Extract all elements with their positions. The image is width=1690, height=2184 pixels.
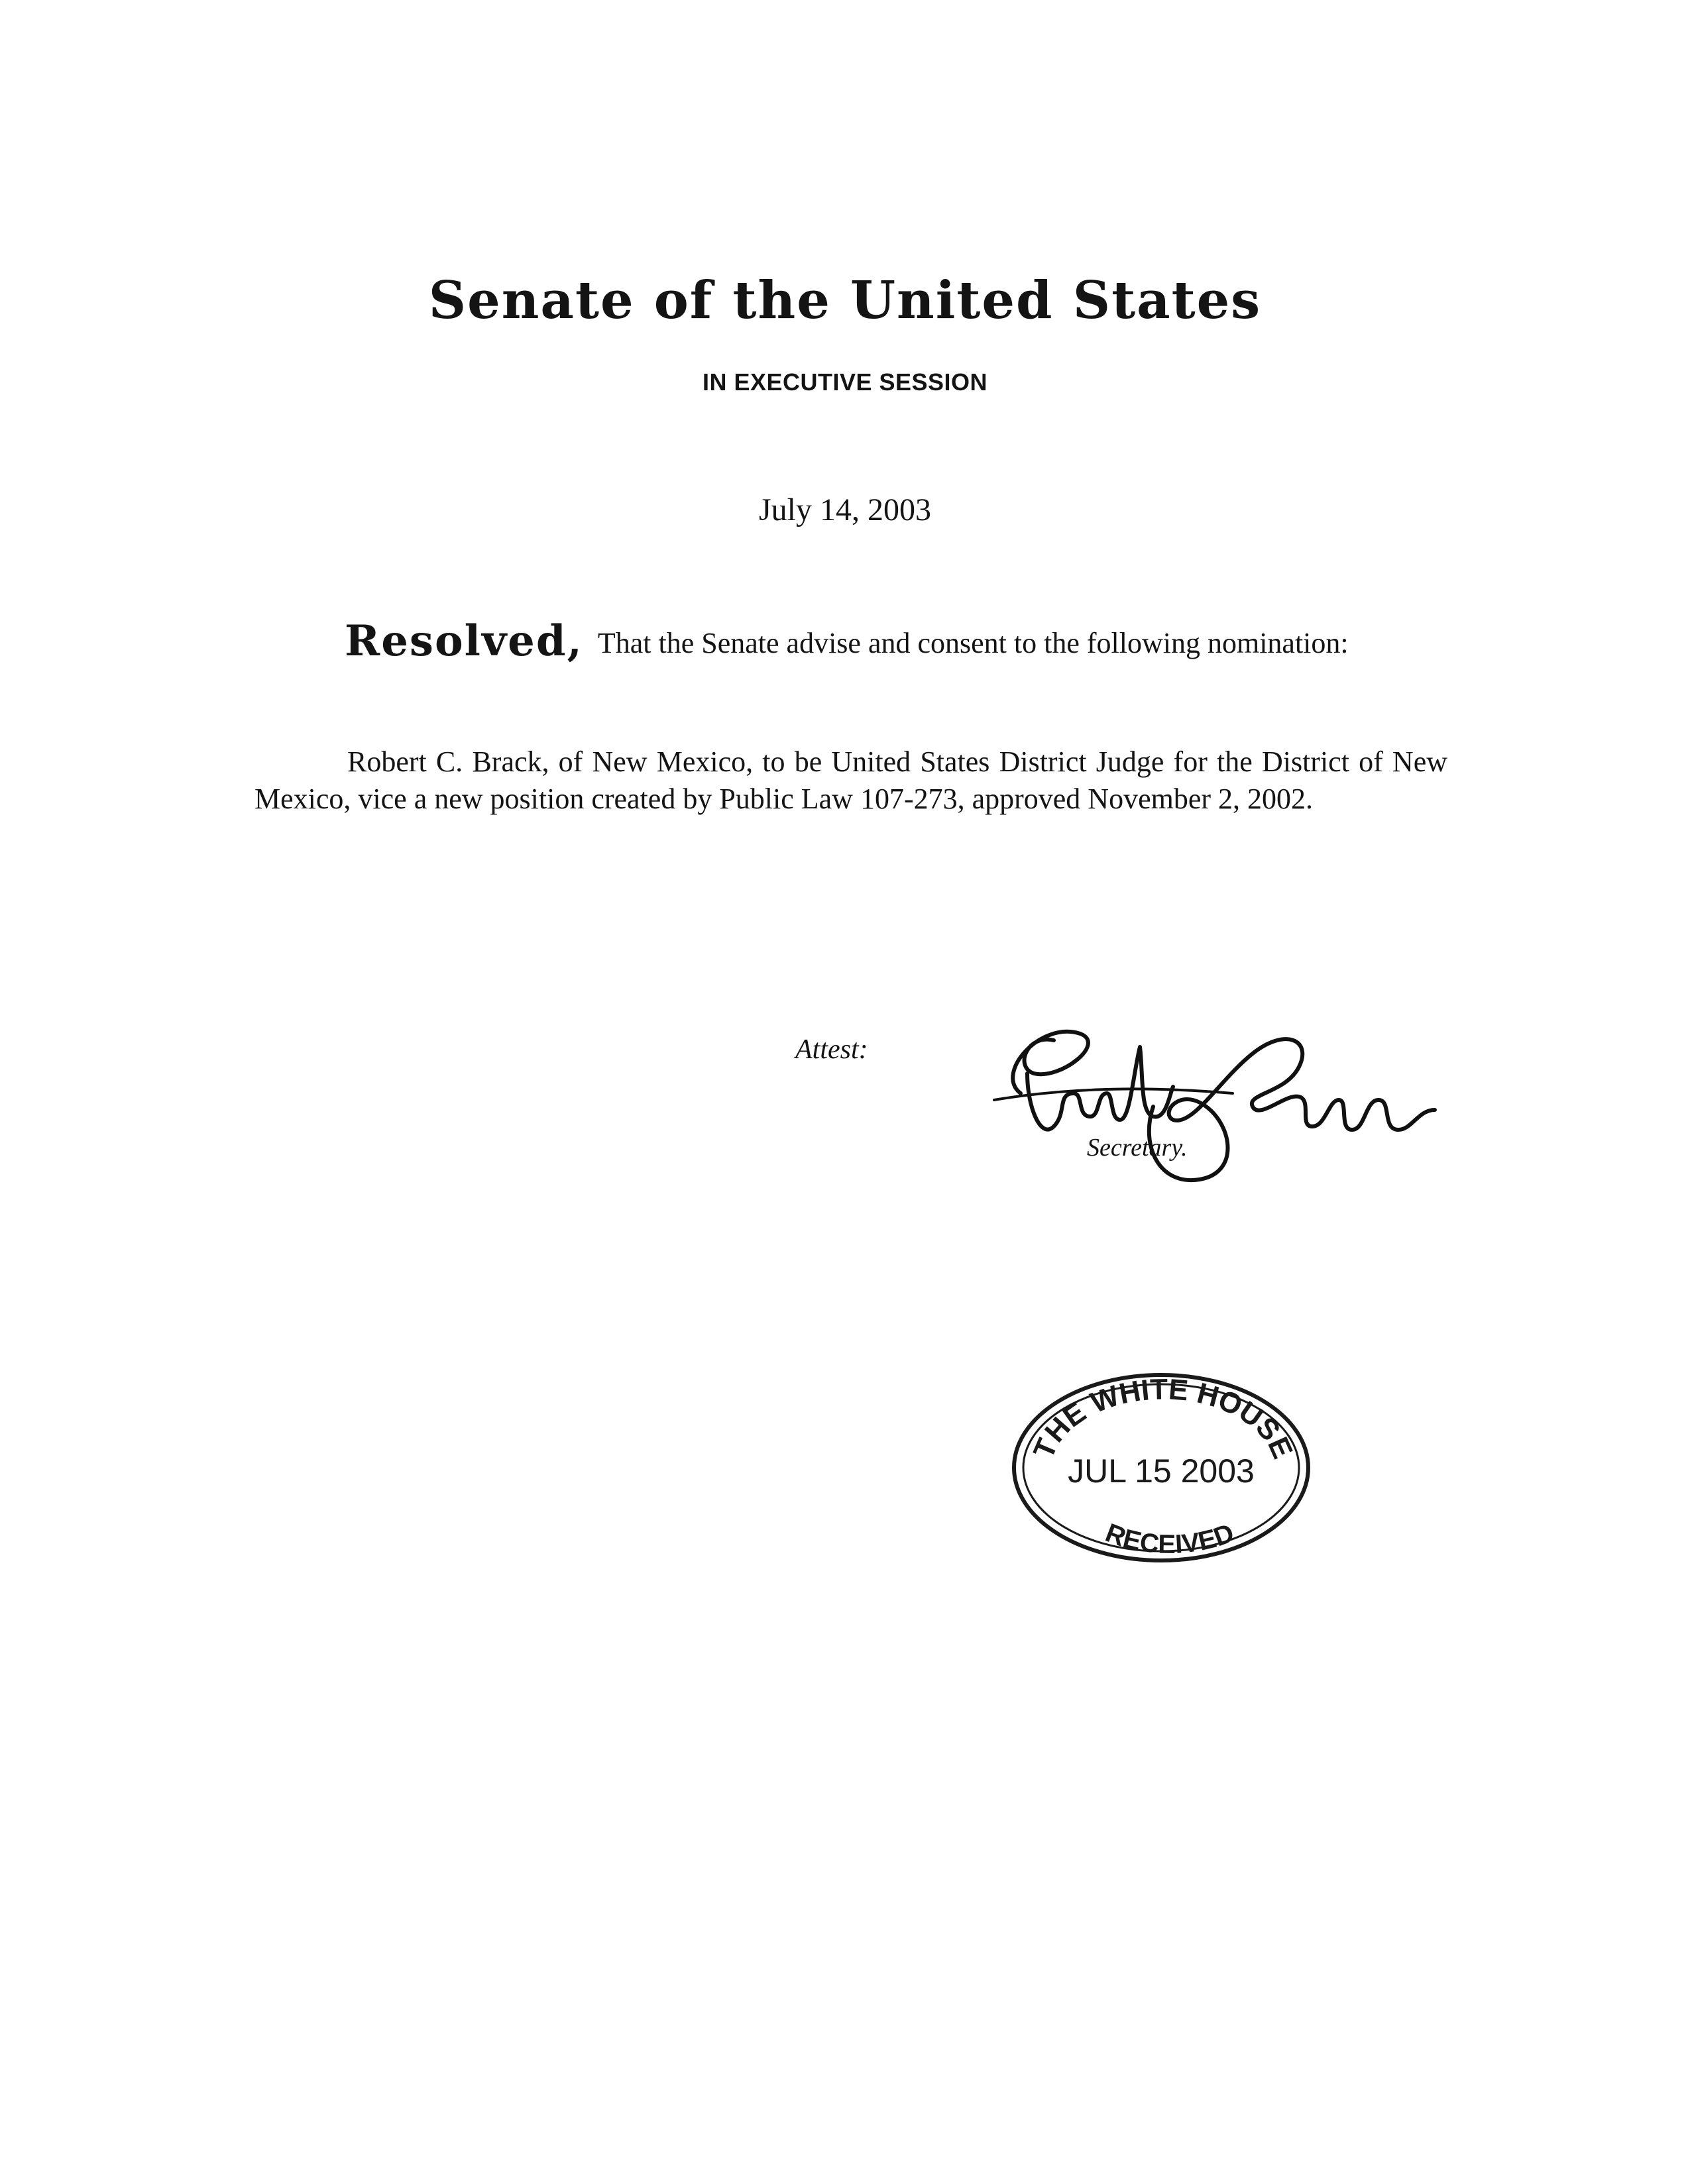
attest-label: Attest:: [795, 1034, 868, 1065]
stamp-bottom-text: RECEIVED: [1101, 1518, 1238, 1560]
resolution-line: [345, 616, 1458, 666]
resolved-word: Resolved,: [345, 616, 583, 666]
stamp-date: JUL 15 2003: [1068, 1452, 1255, 1490]
secretary-title: Secretary.: [1087, 1134, 1188, 1162]
resolution-date: July 14, 2003: [758, 492, 931, 527]
senate-title: Senate of the United States: [428, 270, 1262, 331]
signature-graphic: [941, 994, 1445, 1193]
nomination-paragraph: Robert C. Brack, of New Mexico, to be United States District Judge for the District of New Mexico, vice a new position created by Public Law 107-273, approved November 2, 2002.: [254, 745, 1447, 815]
session-subtitle: IN EXECUTIVE SESSION: [702, 368, 988, 396]
stamp-top-text: THE WHITE HOUSE: [1027, 1373, 1299, 1464]
resolution-text: That the Senate advise and consent to the following nomination:: [597, 627, 1349, 659]
white-house-received-stamp: [1007, 1368, 1319, 1567]
